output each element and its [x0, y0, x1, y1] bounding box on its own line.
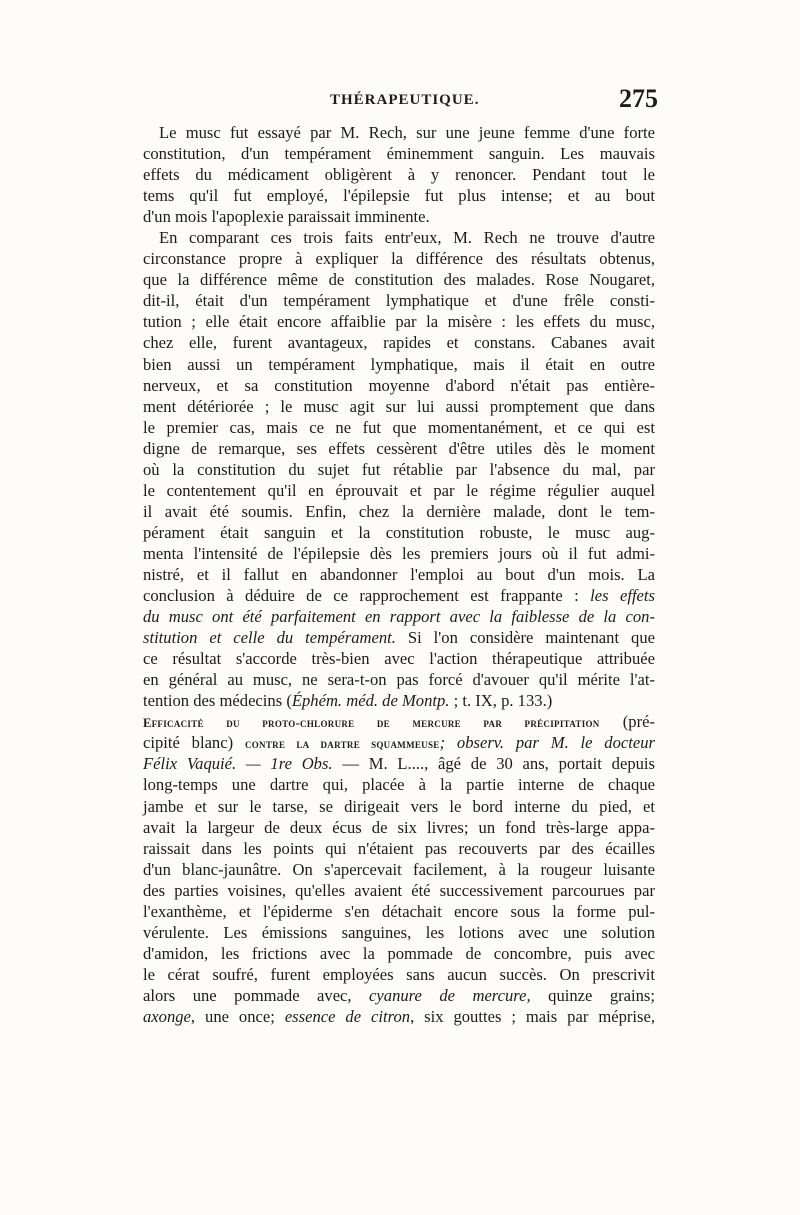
text-line: des parties voisines, qu'elles avaient été successivement parcourues par	[143, 880, 655, 900]
text-run: conclusion à déduire de ce rapprochement est frappante :	[143, 586, 579, 606]
text-line: chez elle, furent avantageux, rapides et constans. Cabanes avait	[143, 333, 655, 353]
author-name: Félix Vaquié. — 1re Obs.	[143, 754, 333, 774]
text-line: En comparant ces trois faits entr'eux, M. Rech ne trouve d'autre	[159, 228, 655, 248]
italic-text: essence de citron	[284, 1006, 411, 1026]
text-run: ; t. IX, p. 133.)	[453, 691, 553, 711]
italic-text: ; observ. par M. le docteur	[439, 733, 655, 753]
text-line: d'amidon, les frictions avec la pommade de concombre, puis avec	[143, 943, 655, 963]
text-line: long-temps une dartre qui, placée à la partie interne de chaque	[143, 775, 655, 795]
text-line: nistré, et il fallut en abandonner l'emploi au bout d'un mois. La	[143, 564, 655, 584]
text-line: digne de remarque, ses effets cessèrent d'être utiles dès le moment	[143, 438, 655, 458]
text-line: du musc ont été parfaitement en rapport avec la faiblesse de la con-	[143, 607, 655, 627]
text-line	[143, 627, 655, 648]
text-line: Le musc fut essayé par M. Rech, sur une jeune femme d'une forte	[159, 123, 655, 142]
italic-text: cyanure de mercure,	[369, 985, 531, 1005]
section-heading: Efficacité du proto-chlorure de mercure par précipitation	[143, 716, 600, 731]
text-line: raissait dans les points qui n'étaient pas recouverts par des écailles	[143, 838, 655, 858]
text-line: constitution, d'un tempérament éminemment sanguin. Les mauvais	[143, 144, 655, 164]
text-line: jambe et sur le tarse, se dirigeait vers le bord interne du pied, et	[143, 796, 655, 816]
running-head: THÉRAPEUTIQUE.	[330, 92, 480, 108]
text-run: alors une pommade avec,	[143, 985, 352, 1005]
text-run: tention des médecins (	[143, 691, 292, 711]
text-line: le contentement qu'il en éprouvait et par le régime régulier auquel	[143, 480, 655, 500]
text-line: effets du médicament obligèrent à y renoncer. Pendant tout le	[143, 165, 655, 185]
text-line	[143, 585, 655, 606]
text-line	[143, 985, 655, 1006]
italic-text: axonge	[143, 1006, 191, 1026]
text-line: tution ; elle était encore affaiblie par la misère : les effets du musc,	[143, 312, 655, 332]
text-run: cipité blanc)	[143, 733, 234, 753]
text-run: Si l'on considère maintenant que	[407, 628, 656, 648]
text-line: nerveux, et sa constitution moyenne d'abord n'était pas entière-	[143, 375, 655, 395]
text-line	[143, 753, 655, 774]
text-line: le premier cas, mais ce ne fut que momentanément, et ce qui est	[143, 417, 655, 437]
body-text	[143, 122, 655, 1027]
text-line: tems qu'il fut employé, l'épilepsie fut plus intense; et au bout	[143, 186, 655, 206]
text-line: vérulente. Les émissions sanguines, les lotions avec une solution	[143, 922, 655, 942]
section-heading-line	[143, 711, 655, 732]
text-line: ce résultat s'accorde très-bien avec l'action thérapeutique attribuée	[143, 649, 655, 669]
text-line: dit-il, était d'un tempérament lymphatique et d'une frêle consti-	[143, 291, 655, 311]
page-header	[140, 84, 660, 118]
text-line: le cérat soufré, furent employées sans aucun succès. On prescrivit	[143, 964, 655, 984]
text-line: d'un blanc-jaunâtre. On s'apercevait facilement, à la rougeur luisante	[143, 859, 655, 879]
text-line: en général au musc, ne sera-t-on pas forcé d'avouer qu'il mérite l'at-	[143, 670, 655, 690]
text-line	[143, 690, 655, 711]
text-line: ment détériorée ; le musc agit sur lui aussi promptement que dans	[143, 396, 655, 416]
text-run: , une once;	[190, 1006, 275, 1026]
text-line: où la constitution du sujet fut rétablie par l'absence du mal, par	[143, 459, 655, 479]
text-run: quinze grains;	[548, 985, 655, 1005]
italic-text: les effets	[590, 586, 655, 606]
italic-text: stitution et celle du tempérament.	[143, 628, 396, 648]
text-line	[143, 732, 655, 753]
text-line: que la différence même de constitution des malades. Rose Nougaret,	[143, 270, 655, 290]
text-line: circonstance propre à expliquer la différence des résultats obtenus,	[143, 249, 655, 269]
citation-title: Éphém. méd. de Montp.	[291, 691, 450, 711]
text-line: d'un mois l'apoplexie paraissait imminente.	[143, 207, 430, 227]
section-heading: contre la dartre squammeuse	[244, 737, 440, 752]
text-line: menta l'intensité de l'épilepsie dès les premiers jours où il fut admi-	[143, 543, 655, 563]
text-line: il avait été soumis. Enfin, chez la dernière malade, dont le tem-	[143, 501, 655, 521]
text-run: (pré-	[622, 712, 655, 732]
text-line: pérament était sanguin et la constitution robuste, le musc aug-	[143, 522, 655, 542]
page-number: 275	[619, 84, 658, 113]
text-line: l'exanthème, et l'épiderme s'en détachait encore sous la forme pul-	[143, 901, 655, 921]
text-run: , six gouttes ; mais par méprise,	[410, 1006, 655, 1026]
text-run: — M. L...., âgé de 30 ans, portait depuis	[342, 754, 655, 774]
text-line: avait la largeur de deux écus de six livres; un fond très-large appa-	[143, 817, 655, 837]
text-line	[143, 1006, 655, 1027]
text-line: bien aussi un tempérament lymphatique, mais il était en outre	[143, 354, 655, 374]
